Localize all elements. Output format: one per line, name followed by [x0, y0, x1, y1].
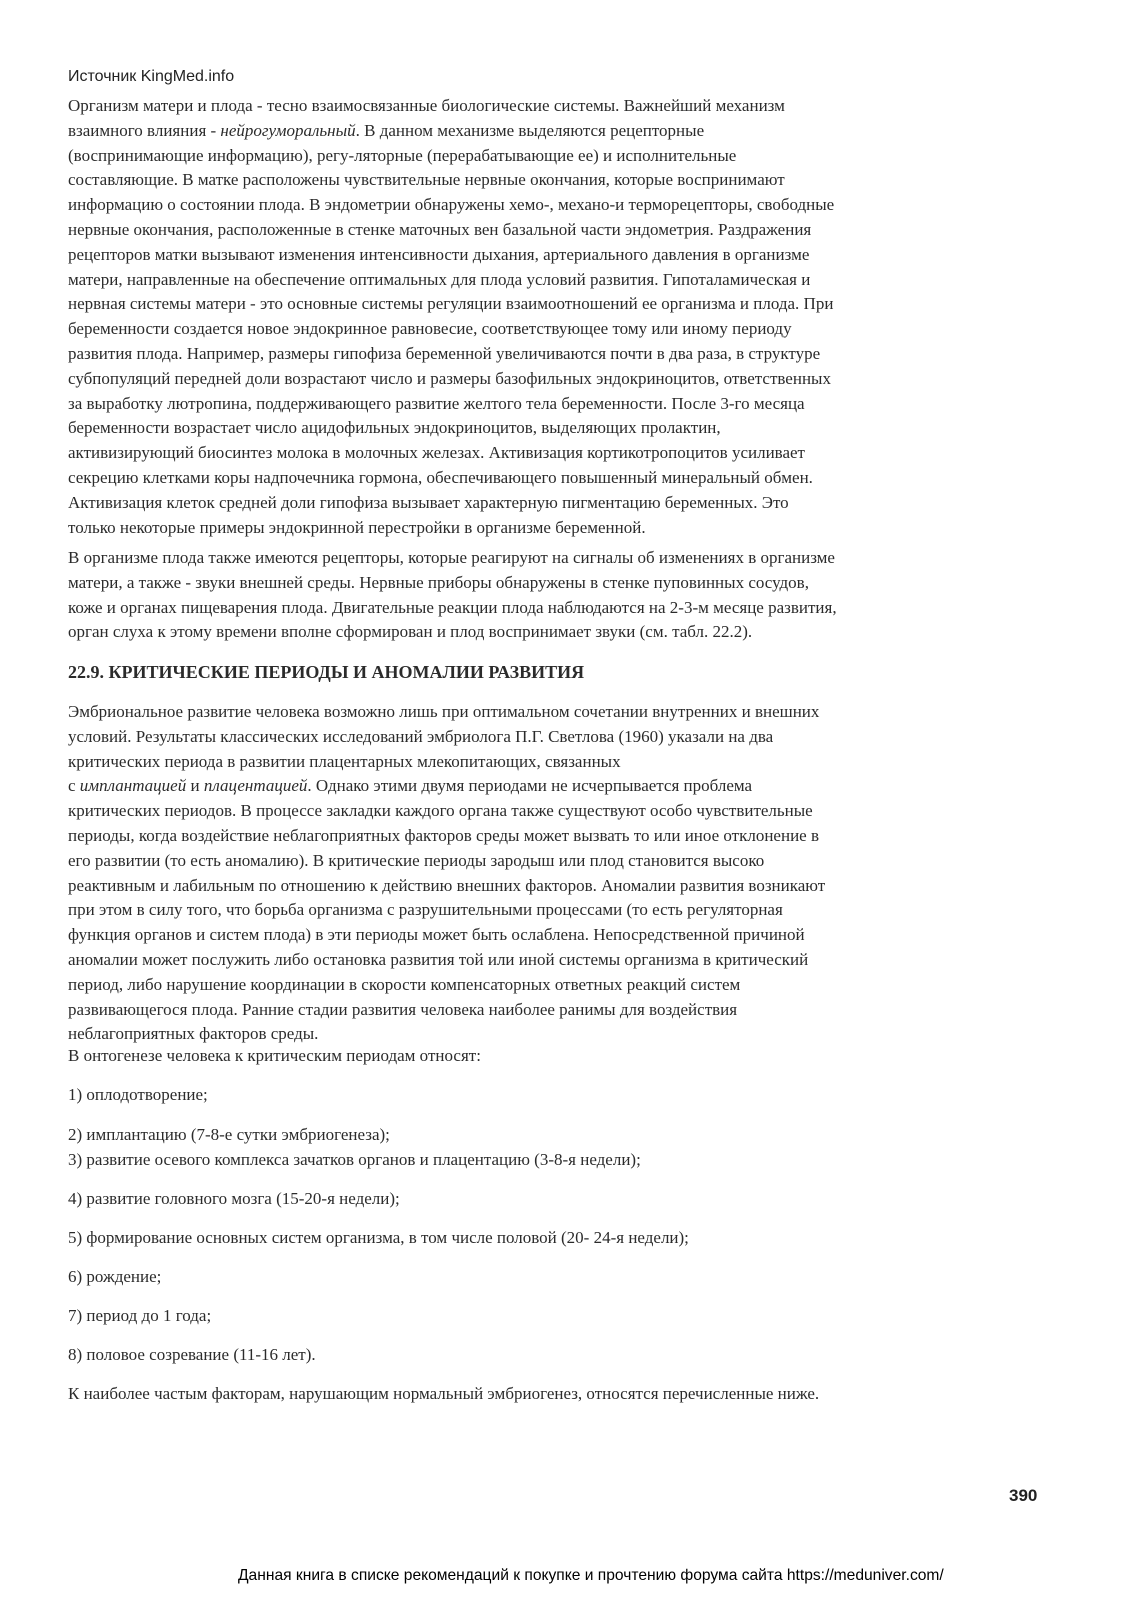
list-item: 1) оплодотворение; — [68, 1085, 208, 1104]
paragraph-maternal-fetal: Организм матери и плода - тесно взаимосвязанные биологические системы. Важнейший механизм взаимного влияния - нейрогуморальный. В данном механизме выделяются рецепторные (воспринимающие информацию), регу-ляторные (перерабатывающие ее) и исполнительные составляющие. В матке расположены чувствительные нервные окончания, которые воспринимают информацию о состоянии плода. В эндометрии обнаружены хемо-, механо-и терморецепторы, свободные нервные окончания, расположенные в стенке маточных вен базальной части эндометрия. Раздражения рецепторов матки вызывают изменения интенсивности дыхания, артериального давления в организме матери, направленные на обеспечение оптимальных для плода условий развития. Гипоталамическая и нервная системы матери - это основные системы регуляции взаимоотношений ее организма и плода. При беременности создается новое эндокринное равновесие, соответствующее тому или иному периоду развития плода. Например, размеры гипофиза беременной увеличиваются почти в два раза, в структуре субпопуляций передней доли возрастают число и размеры базофильных эндокриноцитов, ответственных за выработку лютропина, поддерживающего развитие желтого тела беременности. После 3-го месяца беременности возрастает число ацидофильных эндокриноцитов, выделяющих пролактин, активизирующий биосинтез молока в молочных железах. Активизация кортикотропоцитов усиливает секрецию клетками коры надпочечника гормона, обеспечивающего повышенный минеральный обмен. Активизация клеток средней доли гипофиза вызывает характерную пигментацию беременных. Это только некоторые примеры эндокринной перестройки в организме беременной. — [68, 96, 835, 537]
term-implantation: имплантацией — [79, 776, 187, 796]
list-item: 3) развитие осевого комплекса зачатков органов и плацентацию (3-8-я недели); — [68, 1150, 641, 1169]
term-placentation: плацентацией — [203, 776, 308, 796]
page-number: 390 — [1009, 1486, 1038, 1505]
term-neurohumoral: нейрогуморальный — [220, 120, 356, 140]
paragraph-fetal-receptors: В организме плода также имеются рецепторы, которые реагируют на сигналы об изменениях в организме матери, а также - звуки внешней среды. Нервные приборы обнаружены в стенке пуповинных сосудов, коже и органах пищеварения плода. Двигательные реакции плода наблюдаются на 2-3-м месяце развития, орган слуха к этому времени вполне сформирован и плод воспринимает звуки (см. табл. 22.2). — [68, 548, 837, 642]
source-label: Источник KingMed.info — [68, 68, 235, 85]
list-item: 4) развитие головного мозга (15-20-я недели); — [68, 1189, 400, 1208]
closing-sentence: К наиболее частым факторам, нарушающим нормальный эмбриогенез, относятся перечисленные ниже. — [68, 1384, 820, 1403]
list-item: 8) половое созревание (11-16 лет). — [68, 1345, 316, 1364]
paragraph-critical-periods: Эмбриональное развитие человека возможно лишь при оптимальном сочетании внутренних и внешних условий. Результаты классических исследований эмбриолога П.Г. Светлова (1960) указали на два критических периода в развитии плацентарных млекопитающих, связанных с имплантацией и плацентацией. Однако этими двумя периодами не исчерпывается проблема критических периодов. В процессе закладки каждого органа также существуют особо чувствительные периоды, когда воздействие неблагоприятных факторов среды может вызвать то или иное отклонение в его развитии (то есть аномалию). В критические периоды зародыш или плод становится высоко реактивным и лабильным по отношению к действию внешних факторов. Аномалии развития возникают при этом в силу того, что борьба организма с разрушительными процессами (то есть регуляторная функция органов и систем плода) в эти периоды может быть ослаблена. Непосредственной причиной аномалии может послужить либо остановка развития той или иной системы организма в критический период, либо нарушение координации в скорости компенсаторных ответных реакций систем развивающегося плода. Ранние стадии развития человека наиболее ранимы для воздействия неблагоприятных факторов среды. — [68, 702, 826, 1044]
section-heading: 22.9. КРИТИЧЕСКИЕ ПЕРИОДЫ И АНОМАЛИИ РАЗВИТИЯ — [68, 662, 585, 682]
list-item: 2) имплантацию (7-8-е сутки эмбриогенеза); — [68, 1125, 390, 1144]
list-item: 5) формирование основных систем организма, в том числе половой (20- 24-я недели); — [68, 1228, 689, 1247]
list-item: 6) рождение; — [68, 1267, 162, 1286]
list-intro: В онтогенезе человека к критическим периодам относят: — [68, 1046, 481, 1065]
list-item: 7) период до 1 года; — [68, 1306, 212, 1325]
footer-notice: Данная книга в списке рекомендаций к покупке и прочтению форума сайта https://meduniver.com/ — [238, 1567, 944, 1584]
